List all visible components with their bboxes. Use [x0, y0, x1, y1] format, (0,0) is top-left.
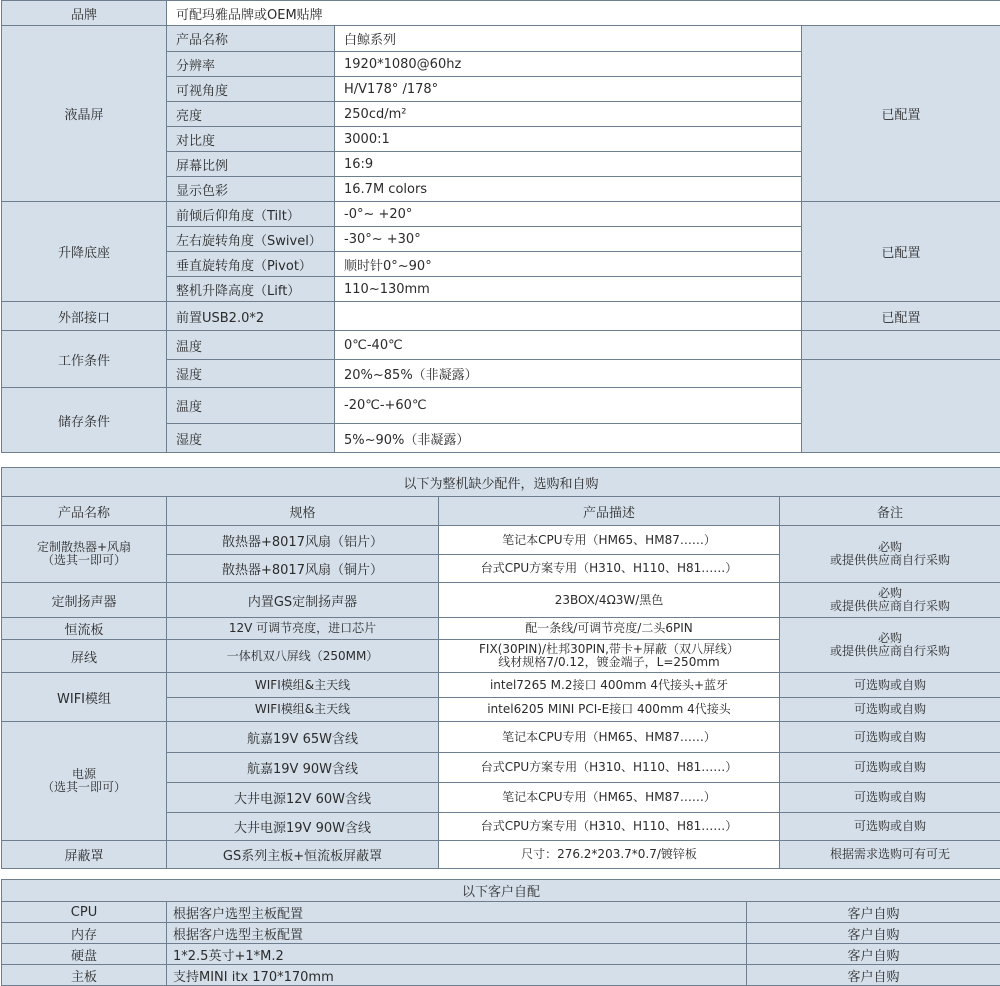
cooler-label-line1: 定制散热器+风扇 — [36, 540, 132, 554]
storage-param-name: 湿度 — [167, 424, 335, 453]
power-desc: 笔记本CPU专用（HM65、HM87……） — [439, 783, 780, 813]
work-param-value: 20%~85%（非凝露） — [335, 360, 802, 388]
wifi-note: 可选购或自购 — [780, 673, 1000, 698]
stand-param-value: -30°~ +30° — [335, 227, 802, 252]
customer-item-spec: 支持MINI itx 170*170mm — [167, 965, 747, 986]
stand-row — [2, 202, 1000, 227]
cooler-spec: 散热器+8017风扇（铜片） — [167, 555, 439, 583]
power-label-line2: （选其一即可） — [41, 780, 126, 794]
header-note: 备注 — [780, 497, 1000, 526]
lcd-param-value: 白鲸系列 — [335, 26, 802, 52]
lcd-status: 已配置 — [802, 26, 1000, 202]
shared-note-line2: 或提供供应商自行采购 — [830, 644, 951, 658]
shield-spec: GS系列主板+恒流板屏蔽罩 — [167, 841, 439, 869]
missing-title: 以下为整机缺少配件，选购和自购 — [2, 468, 1000, 497]
storage-param-value: 5%~90%（非凝露） — [335, 424, 802, 453]
header-product-name: 产品名称 — [2, 497, 167, 526]
power-label-line1: 电源 — [71, 767, 96, 781]
screen-cable-desc — [439, 640, 780, 673]
ports-label: 外部接口 — [2, 302, 167, 331]
stand-param-name: 前倾后仰角度（Tilt） — [167, 202, 335, 227]
stand-param-name: 整机升降高度（Lift） — [167, 277, 335, 302]
customer-title: 以下客户自配 — [2, 880, 1000, 902]
shared-note-line1: 必购 — [878, 631, 903, 645]
shield-row — [2, 841, 1000, 869]
storage-status-empty — [802, 360, 1000, 453]
customer-row — [2, 965, 1000, 986]
missing-header-row — [2, 497, 1000, 526]
stand-param-value: 110~130mm — [335, 277, 802, 302]
speaker-note-line2: 或提供供应商自行采购 — [830, 599, 951, 613]
wifi-spec: WIFI模组&主天线 — [167, 698, 439, 722]
customer-item-note: 客户自购 — [747, 944, 1000, 965]
screen-cable-desc-line2: 线材规格7/0.12，镀金端子，L=250mm — [498, 655, 720, 669]
customer-row — [2, 902, 1000, 923]
cooler-note-line1: 必购 — [878, 540, 903, 554]
stand-param-value: 顺时针0°~90° — [335, 252, 802, 277]
missing-parts-table — [1, 467, 1000, 869]
power-desc: 笔记本CPU专用（HM65、HM87……） — [439, 722, 780, 753]
power-note: 可选购或自购 — [780, 722, 1000, 753]
lcd-param-value: 3000:1 — [335, 127, 802, 152]
lcd-param-value: 16:9 — [335, 152, 802, 177]
lcd-row — [2, 26, 1000, 52]
customer-item-name: 内存 — [2, 923, 167, 944]
work-row — [2, 331, 1000, 360]
stand-label: 升降底座 — [2, 202, 167, 302]
power-desc: 台式CPU方案专用（H310、H110、H81……） — [439, 753, 780, 783]
cooler-desc: 台式CPU方案专用（H310、H110、H81……） — [439, 555, 780, 583]
lcd-label: 液晶屏 — [2, 26, 167, 202]
customer-row — [2, 923, 1000, 944]
cooler-desc: 笔记本CPU专用（HM65、HM87……） — [439, 526, 780, 555]
screen-cable-label: 屏线 — [2, 640, 167, 673]
customer-item-note: 客户自购 — [747, 923, 1000, 944]
work-param-name: 湿度 — [167, 360, 335, 388]
cooler-label — [2, 526, 167, 583]
shared-note — [780, 618, 1000, 673]
spec-table — [1, 0, 1000, 453]
work-param-name: 温度 — [167, 331, 335, 360]
ports-value — [335, 302, 802, 331]
speaker-row — [2, 583, 1000, 618]
customer-item-note: 客户自购 — [747, 902, 1000, 923]
customer-item-spec: 根据客户选型主板配置 — [167, 902, 747, 923]
shield-note: 根据需求选购可有可无 — [780, 841, 1000, 869]
wifi-desc: intel7265 M.2接口 400mm 4代接头+蓝牙 — [439, 673, 780, 698]
work-status-empty — [802, 331, 1000, 360]
customer-item-name: CPU — [2, 902, 167, 923]
constant-row — [2, 618, 1000, 640]
work-param-value: 0℃-40℃ — [335, 331, 802, 360]
ports-name: 前置USB2.0*2 — [167, 302, 335, 331]
speaker-label: 定制扬声器 — [2, 583, 167, 618]
cooler-note-line2: 或提供供应商自行采购 — [830, 553, 951, 567]
cooler-note — [780, 526, 1000, 583]
power-row — [2, 722, 1000, 753]
brand-value: 可配玛雅品牌或OEM贴牌 — [167, 1, 1000, 26]
work-label: 工作条件 — [2, 331, 167, 388]
power-spec: 大井电源19V 90W含线 — [167, 813, 439, 841]
power-note: 可选购或自购 — [780, 783, 1000, 813]
header-desc: 产品描述 — [439, 497, 780, 526]
lcd-param-value: 1920*1080@60hz — [335, 52, 802, 77]
customer-item-name: 主板 — [2, 965, 167, 986]
customer-item-spec: 根据客户选型主板配置 — [167, 923, 747, 944]
lcd-param-name: 亮度 — [167, 102, 335, 127]
storage-param-name: 温度 — [167, 388, 335, 424]
lcd-param-name: 显示色彩 — [167, 177, 335, 202]
wifi-note: 可选购或自购 — [780, 698, 1000, 722]
missing-title-row — [2, 468, 1000, 497]
power-spec: 大井电源12V 60W含线 — [167, 783, 439, 813]
customer-item-note: 客户自购 — [747, 965, 1000, 986]
stand-param-name: 垂直旋转角度（Pivot） — [167, 252, 335, 277]
wifi-row — [2, 673, 1000, 698]
lcd-param-name: 对比度 — [167, 127, 335, 152]
lcd-param-name: 可视角度 — [167, 77, 335, 102]
power-label — [2, 722, 167, 841]
wifi-label: WIFI模组 — [2, 673, 167, 722]
cooler-row — [2, 526, 1000, 555]
ports-row — [2, 302, 1000, 331]
lcd-param-value: H/V178° /178° — [335, 77, 802, 102]
customer-item-spec: 1*2.5英寸+1*M.2 — [167, 944, 747, 965]
speaker-desc: 23BOX/4Ω3W/黑色 — [439, 583, 780, 618]
wifi-desc: intel6205 MINI PCI-E接口 400mm 4代接头 — [439, 698, 780, 722]
storage-label: 储存条件 — [2, 388, 167, 453]
speaker-spec: 内置GS定制扬声器 — [167, 583, 439, 618]
power-spec: 航嘉19V 90W含线 — [167, 753, 439, 783]
constant-label: 恒流板 — [2, 618, 167, 640]
constant-spec: 12V 可调节亮度，进口芯片 — [167, 618, 439, 640]
ports-status: 已配置 — [802, 302, 1000, 331]
wifi-spec: WIFI模组&主天线 — [167, 673, 439, 698]
lcd-param-name: 产品名称 — [167, 26, 335, 52]
stand-param-name: 左右旋转角度（Swivel） — [167, 227, 335, 252]
shield-label: 屏蔽罩 — [2, 841, 167, 869]
lcd-param-value: 16.7M colors — [335, 177, 802, 202]
stand-param-value: -0°~ +20° — [335, 202, 802, 227]
screen-cable-desc-line1: FIX(30PIN)/杜邦30PIN,带卡+屏蔽（双八屏线） — [479, 642, 739, 656]
lcd-param-name: 分辨率 — [167, 52, 335, 77]
power-spec: 航嘉19V 65W含线 — [167, 722, 439, 753]
power-note: 可选购或自购 — [780, 753, 1000, 783]
lcd-param-name: 屏幕比例 — [167, 152, 335, 177]
brand-label: 品牌 — [2, 1, 167, 26]
cooler-label-line2: （选其一即可） — [41, 553, 126, 567]
screen-cable-spec: 一体机双八屏线（250MM） — [167, 640, 439, 673]
shield-desc: 尺寸：276.2*203.7*0.7/镀锌板 — [439, 841, 780, 869]
lcd-param-value: 250cd/m² — [335, 102, 802, 127]
cooler-spec: 散热器+8017风扇（铝片） — [167, 526, 439, 555]
brand-row — [2, 1, 1000, 26]
header-spec: 规格 — [167, 497, 439, 526]
customer-title-row — [2, 880, 1000, 902]
storage-param-value: -20℃-+60℃ — [335, 388, 802, 424]
speaker-note-line1: 必购 — [878, 586, 903, 600]
customer-table — [1, 879, 1000, 986]
customer-item-name: 硬盘 — [2, 944, 167, 965]
customer-row — [2, 944, 1000, 965]
speaker-note — [780, 583, 1000, 618]
power-note: 可选购或自购 — [780, 813, 1000, 841]
stand-status: 已配置 — [802, 202, 1000, 302]
power-desc: 台式CPU方案专用（H310、H110、H81……） — [439, 813, 780, 841]
constant-desc: 配一条线/可调节亮度/二头6PIN — [439, 618, 780, 640]
